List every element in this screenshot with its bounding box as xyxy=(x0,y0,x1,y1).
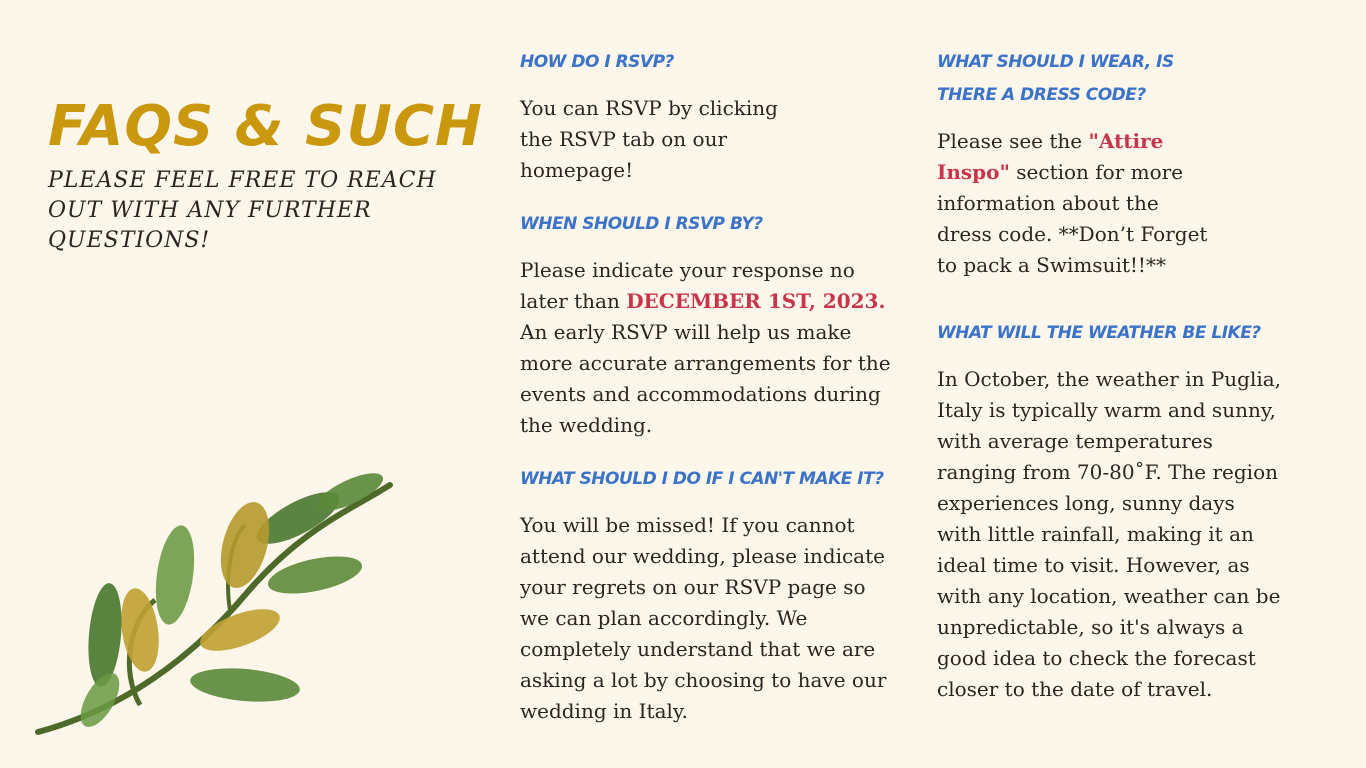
faq-header xyxy=(48,96,498,256)
faq-column-2 xyxy=(937,46,1282,727)
faq-question-rsvp-how: HOW DO I RSVP? xyxy=(520,52,674,72)
faq-answer-cant-make: You will be missed! If you cannot attend our wedding, please indicate your regrets on our RSVP page so we can plan accordingly. We completely understand that we are asking a lot by choosing to have our wedding in Italy. xyxy=(520,513,887,723)
attire-inspo-link[interactable]: "Attire Inspo" xyxy=(937,129,1164,184)
faq-question-dress-code: WHAT SHOULD I WEAR, IS THERE A DRESS CODE? xyxy=(937,52,1174,105)
answer-text: Please indicate your response no later than xyxy=(520,258,855,313)
faq-answer-rsvp-by xyxy=(520,255,892,441)
faq-question-weather: WHAT WILL THE WEATHER BE LIKE? xyxy=(937,323,1261,343)
faq-question-rsvp-by: WHEN SHOULD I RSVP BY? xyxy=(520,214,763,234)
answer-text: Please see the xyxy=(937,129,1089,153)
answer-text: An early RSVP will help us make more accurate arrangements for the events and accommodations during the wedding. xyxy=(520,320,891,437)
answer-text: section for more information about the dress code. **Don’t Forget to pack a Swimsuit!!** xyxy=(937,160,1208,277)
faq-answer-dress-code xyxy=(937,126,1217,281)
faq-answer-weather: In October, the weather in Puglia, Italy is typically warm and sunny, with average temperatures ranging from 70-80˚F. The region experiences long, sunny days with little rainfall, making it an ideal time to visit. However, as with any location, weather can be unpredictable, so it's always a good idea to check the forecast closer to the date of travel. xyxy=(937,367,1282,701)
olive-branch-icon xyxy=(30,470,410,750)
rsvp-deadline: DECEMBER 1ST, 2023. xyxy=(626,289,886,313)
page-title: FAQS & SUCH xyxy=(48,94,483,159)
faq-question-cant-make: WHAT SHOULD I DO IF I CAN'T MAKE IT? xyxy=(520,469,884,489)
faq-column-1 xyxy=(520,46,892,749)
faq-answer-rsvp-how: You can RSVP by clicking the RSVP tab on our homepage! xyxy=(520,96,778,182)
page-subtitle: PLEASE FEEL FREE TO REACH OUT WITH ANY FURTHER QUESTIONS! xyxy=(48,168,437,253)
